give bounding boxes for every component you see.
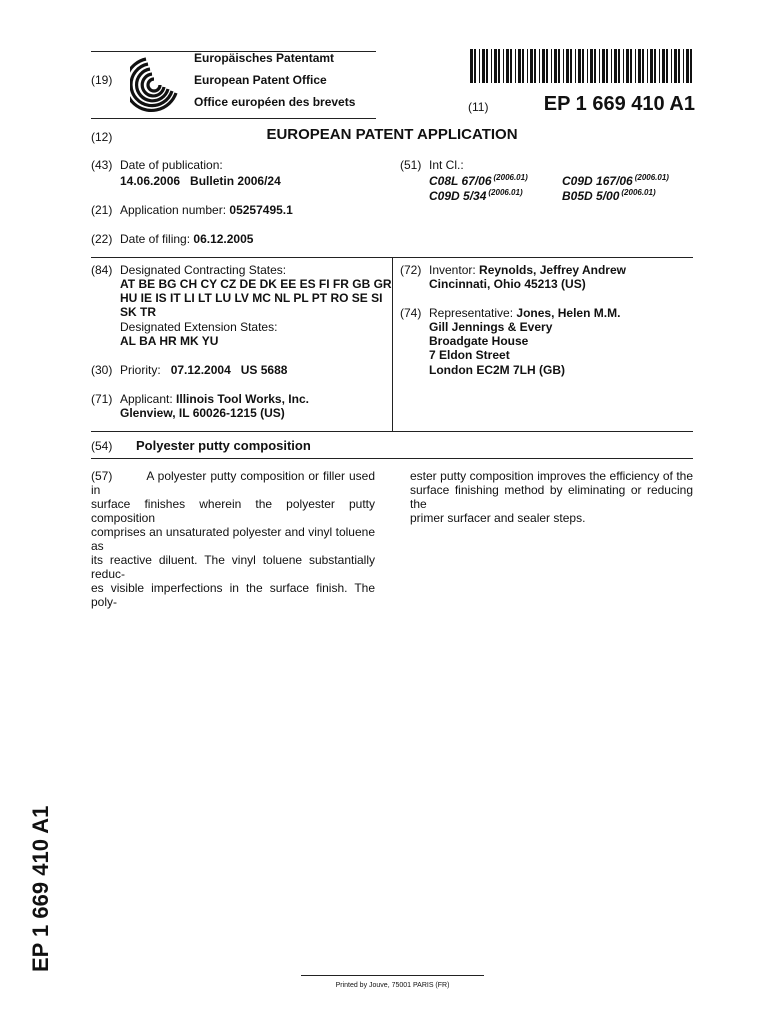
abstract-line: (57) A polyester putty composition or filler used in [91, 469, 375, 497]
code-51: (51) [400, 158, 422, 172]
representative-address-line: London EC2M 7LH (GB) [429, 363, 565, 377]
abstract-line: es visible imperfections in the surface finish. The poly- [91, 581, 375, 609]
abstract-line: ester putty composition improves the efficiency of the [410, 469, 693, 483]
inventor-address: Cincinnati, Ohio 45213 (US) [429, 277, 586, 291]
box-bottom-rule [91, 431, 693, 432]
contracting-states-label: Designated Contracting States: [120, 263, 287, 277]
code-72: (72) [400, 263, 422, 277]
office-name-fr: Office européen des brevets [194, 95, 356, 109]
footer-rule [301, 975, 484, 976]
box-divider [392, 257, 393, 431]
abstract-line: surface finishing method by eliminating or reducing the [410, 483, 693, 511]
int-cl-entry: C09D 167/06 $^{(2006.01)}$ [562, 173, 669, 188]
invention-title: Polyester putty composition [136, 438, 311, 453]
abstract-line: primer surfacer and sealer steps. [410, 511, 586, 525]
representative-address-line: Gill Jennings & Every [429, 320, 553, 334]
contracting-states-line: HU IE IS IT LI LT LU LV MC NL PL PT RO SE SI [120, 291, 383, 305]
applicant-address: Glenview, IL 60026-1215 (US) [120, 406, 285, 420]
code-43: (43) [91, 158, 113, 172]
code-30: (30) [91, 363, 113, 377]
epo-logo-icon [130, 52, 182, 114]
side-publication-number: EP 1 669 410 A1 [28, 805, 53, 972]
extension-states-value: AL BA HR MK YU [120, 334, 219, 348]
application-number: Application number: 05257495.1 [120, 203, 293, 217]
representative: Representative: Jones, Helen M.M. [429, 306, 621, 320]
representative-address-line: Broadgate House [429, 334, 529, 348]
office-name-en: European Patent Office [194, 73, 327, 87]
applicant: Applicant: Illinois Tool Works, Inc. [120, 392, 309, 406]
abstract-line: comprises an unsaturated polyester and vinyl toluene as [91, 525, 375, 553]
footer-printer: Printed by Jouve, 75001 PARIS (FR) [335, 982, 450, 989]
abstract-left-column [91, 469, 375, 609]
publication-date-value: 14.06.2006 Bulletin 2006/24 [120, 174, 281, 188]
barcode-icon [470, 49, 695, 83]
abstract-line: its reactive diluent. The vinyl toluene substantially reduc- [91, 553, 375, 581]
abstract-right-column [410, 469, 693, 525]
code-21: (21) [91, 203, 113, 217]
int-cl-entry: C08L 67/06 $^{(2006.01)}$ [429, 173, 528, 188]
code-54: (54) [91, 439, 113, 453]
code-11: (11) [468, 100, 489, 114]
representative-address-line: 7 Eldon Street [429, 348, 510, 362]
code-12: (12) [91, 130, 113, 144]
document-type: EUROPEAN PATENT APPLICATION [266, 126, 518, 143]
header-bottom-rule [91, 118, 376, 119]
code-74: (74) [400, 306, 422, 320]
publication-number: EP 1 669 410 A1 [543, 93, 695, 115]
contracting-states-line: AT BE BG CH CY CZ DE DK EE ES FI FR GB GR [120, 277, 392, 291]
extension-states-label: Designated Extension States: [120, 320, 278, 334]
abstract-line: surface finishes wherein the polyester putty composition [91, 497, 375, 525]
int-cl-label: Int Cl.: [429, 158, 464, 172]
int-cl-entry: B05D 5/00 $^{(2006.01)}$ [562, 188, 656, 203]
int-cl-entry: C09D 5/34 $^{(2006.01)}$ [429, 188, 523, 203]
inventor: Inventor: Reynolds, Jeffrey Andrew [429, 263, 626, 277]
contracting-states-line: SK TR [120, 305, 156, 319]
publication-date-label: Date of publication: [120, 158, 223, 172]
filing-date: Date of filing: 06.12.2005 [120, 232, 254, 246]
title-rule [91, 458, 693, 459]
code-19: (19) [91, 73, 113, 87]
code-71: (71) [91, 392, 113, 406]
office-name-de: Europäisches Patentamt [194, 51, 335, 65]
priority: Priority: 07.12.2004 US 5688 [120, 363, 288, 377]
code-84: (84) [91, 263, 113, 277]
code-22: (22) [91, 232, 113, 246]
